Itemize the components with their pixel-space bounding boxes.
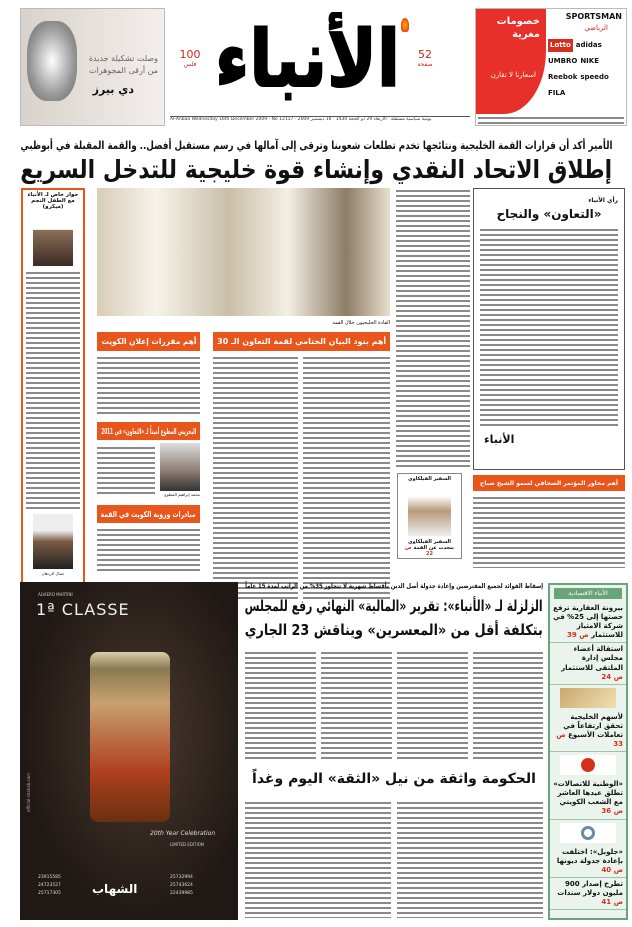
article-body-text bbox=[97, 445, 155, 495]
phones-left: 23915585 24723527 25717305 bbox=[38, 875, 61, 896]
interview-box[interactable] bbox=[21, 188, 85, 612]
lead-headline[interactable]: إطلاق الاتحاد النقدي وإنشاء قوة خليجية للتدخل السريع bbox=[19, 155, 612, 184]
wataniya-logo bbox=[560, 755, 616, 775]
ad-brand: دي بيرز bbox=[92, 83, 134, 96]
watch-ad[interactable] bbox=[20, 582, 238, 920]
sidebar-item[interactable]: بيرونة العقارية ترفع حصتها إلى 25% في شركة الامتياز للاستثمار ص 39 bbox=[550, 602, 626, 643]
price: 100 فلس bbox=[179, 48, 201, 68]
editorial-signature: الأنباء bbox=[484, 433, 515, 446]
article-body-text bbox=[303, 355, 390, 600]
brand: SPORTSMAN bbox=[565, 12, 622, 21]
masthead bbox=[175, 8, 440, 114]
initiatives-header: مبادرات وزوبة الكويت في القمة bbox=[97, 505, 200, 523]
story3-headline[interactable]: الحكومة واثقة من نيل «الثقة» اليوم وغداً bbox=[252, 771, 536, 787]
newspaper-logo: الأنباء bbox=[214, 15, 400, 105]
story2-body bbox=[245, 650, 543, 762]
lead-article-body bbox=[396, 188, 470, 470]
logo-fila: FILA bbox=[548, 89, 566, 97]
tagline: اسعارنا لا تقارن bbox=[490, 71, 536, 79]
brand-logos bbox=[548, 39, 626, 100]
sidebar-label: الأنباء الاقتصادية bbox=[554, 588, 622, 599]
interview-title: حوار خاص لـ الأنباء مع الطفل النجم (ميكرو) bbox=[27, 192, 79, 210]
summit-photo bbox=[97, 188, 390, 316]
ad-site: official-shahab.com bbox=[26, 772, 31, 812]
lead-kicker[interactable]: الأمير أكد أن قرارات القمة الخليجية ونتائجها تخدم تطلعات شعوبنا وترقى إلى آمالها في رسم مستقبل أفضل.. والقمة المقبلة في أبوظبي bbox=[19, 139, 612, 152]
watch-image bbox=[90, 652, 170, 822]
ad-edition: 20th Year Celebration bbox=[150, 830, 216, 837]
logo-lotto: Lotto bbox=[548, 39, 573, 52]
story2-headline-1[interactable]: الزلزلة لـ «الأنباء»: تقرير «المالية» النهائي رفع للمجلس bbox=[244, 597, 543, 615]
final-statement-header: أهم بنود البيان الختامي لقمة التعاون الـ 30 bbox=[213, 332, 390, 351]
phones-right: 25732994 25743624 22439985 bbox=[170, 875, 193, 896]
sidebar-item[interactable]: لأسهم الخليجية تحقق ارتفاعاً في تعاملات الأسبوع ص 33 bbox=[550, 711, 626, 752]
sidebar-item[interactable]: تطرح إصدار 900 مليون دولار سندات ص 41 bbox=[550, 878, 626, 910]
kuwait-declaration-header: أهم مقررات إعلان الكويت bbox=[97, 332, 200, 351]
ad-text: وصلت تشكيلة جديدة bbox=[88, 54, 158, 63]
economy-sidebar bbox=[548, 583, 628, 920]
secretary-photo bbox=[160, 443, 200, 491]
global-logo bbox=[560, 823, 616, 843]
article-body-text bbox=[97, 355, 200, 415]
ad-model: 1ª CLASSE bbox=[36, 600, 130, 619]
logo-speedo: speedo bbox=[580, 73, 609, 81]
article-body-text bbox=[213, 355, 298, 600]
ambassador-box[interactable] bbox=[397, 473, 462, 559]
logo-nike: NIKE bbox=[580, 57, 599, 65]
page-ref[interactable]: ص 22 bbox=[405, 545, 433, 557]
offer-text: خصومات مغرية bbox=[496, 16, 540, 40]
sidebar-item[interactable]: استقالة أعضاء مجلس إدارة الملتقى للاستثمار ص 24 bbox=[550, 643, 626, 684]
story2-headline-2[interactable]: بتكلفة أقل من «المعسرين» ويناقش 23 الجاري bbox=[245, 621, 543, 639]
logo-adidas: adidas bbox=[575, 41, 602, 49]
press-conf-header: أهم محاور المؤتمر الصحافي لسمو الشيخ صباح bbox=[473, 475, 625, 491]
logo-reebok: Reebok bbox=[548, 73, 578, 81]
brand-ar: الرياضي bbox=[584, 24, 608, 32]
photo-caption: القادة الخليجيون خلال القمة bbox=[332, 320, 390, 326]
editorial-label: رأي الأنباء bbox=[588, 197, 618, 204]
story2-kicker[interactable]: إسقاط الفوائد لجميع المقترضين وإعادة جدولة أصل الدين بأقساط شهرية لا تتجاوز 35% من الراتب لمدة 15 عاماً bbox=[245, 582, 543, 590]
ad-store: الشهاب bbox=[92, 882, 138, 896]
ring-image bbox=[27, 21, 77, 101]
ad-thumbnail bbox=[560, 688, 616, 708]
person-photo bbox=[33, 514, 73, 569]
secretary-caption: محمد إبراهيم المطوع bbox=[164, 492, 200, 497]
ambassador-photo bbox=[408, 486, 451, 536]
sportsman-ad[interactable] bbox=[475, 8, 627, 126]
flame-icon bbox=[401, 18, 409, 32]
page-count: 52 صفحة bbox=[417, 48, 433, 68]
dateline: Al-Anbaa Wednesday 16th December 2009 - No 12117 · يومية سياسية مستقلة · الأربعاء 29 ذو الحجة 1430 · 16 ديسمبر 2009 bbox=[170, 116, 470, 125]
logo-umbro: UMBRO bbox=[548, 57, 578, 65]
store-addresses bbox=[478, 115, 624, 125]
story3-body bbox=[245, 800, 543, 918]
editorial-body bbox=[480, 227, 618, 427]
photo-caption: جمال الردهان bbox=[41, 571, 65, 576]
article-body-text bbox=[97, 527, 200, 572]
jewelry-ad[interactable] bbox=[20, 8, 165, 126]
editorial-box[interactable] bbox=[473, 188, 625, 470]
article-body-text bbox=[26, 270, 80, 510]
ad-limited: LIMITED EDITION bbox=[170, 842, 204, 847]
sidebar-item[interactable]: «جلوبل»: اختلفت بإعادة جدولة ديونها ص 40 bbox=[550, 846, 626, 878]
box-caption: السفير الفيلكاوي يتحدث عن القمة bbox=[408, 539, 454, 551]
child-photo bbox=[33, 214, 73, 266]
sidebar-item[interactable]: «الوطنية للاتصالات» تطلق عيدها العاشر مع الشعب الكويتي ص 36 bbox=[550, 778, 626, 819]
article-body-text bbox=[473, 495, 625, 568]
ad-maker: ALVIERO MARTINI bbox=[38, 592, 73, 597]
ad-text: من أرقى المجوهرات bbox=[88, 66, 158, 75]
box-title: السفير الفيلكاوي bbox=[408, 476, 451, 482]
editorial-title: «التعاون» والنجاح bbox=[496, 207, 602, 221]
secretary-header: البحريني المطوع أميناً لـ «التعاون» في 2011 bbox=[97, 422, 200, 440]
